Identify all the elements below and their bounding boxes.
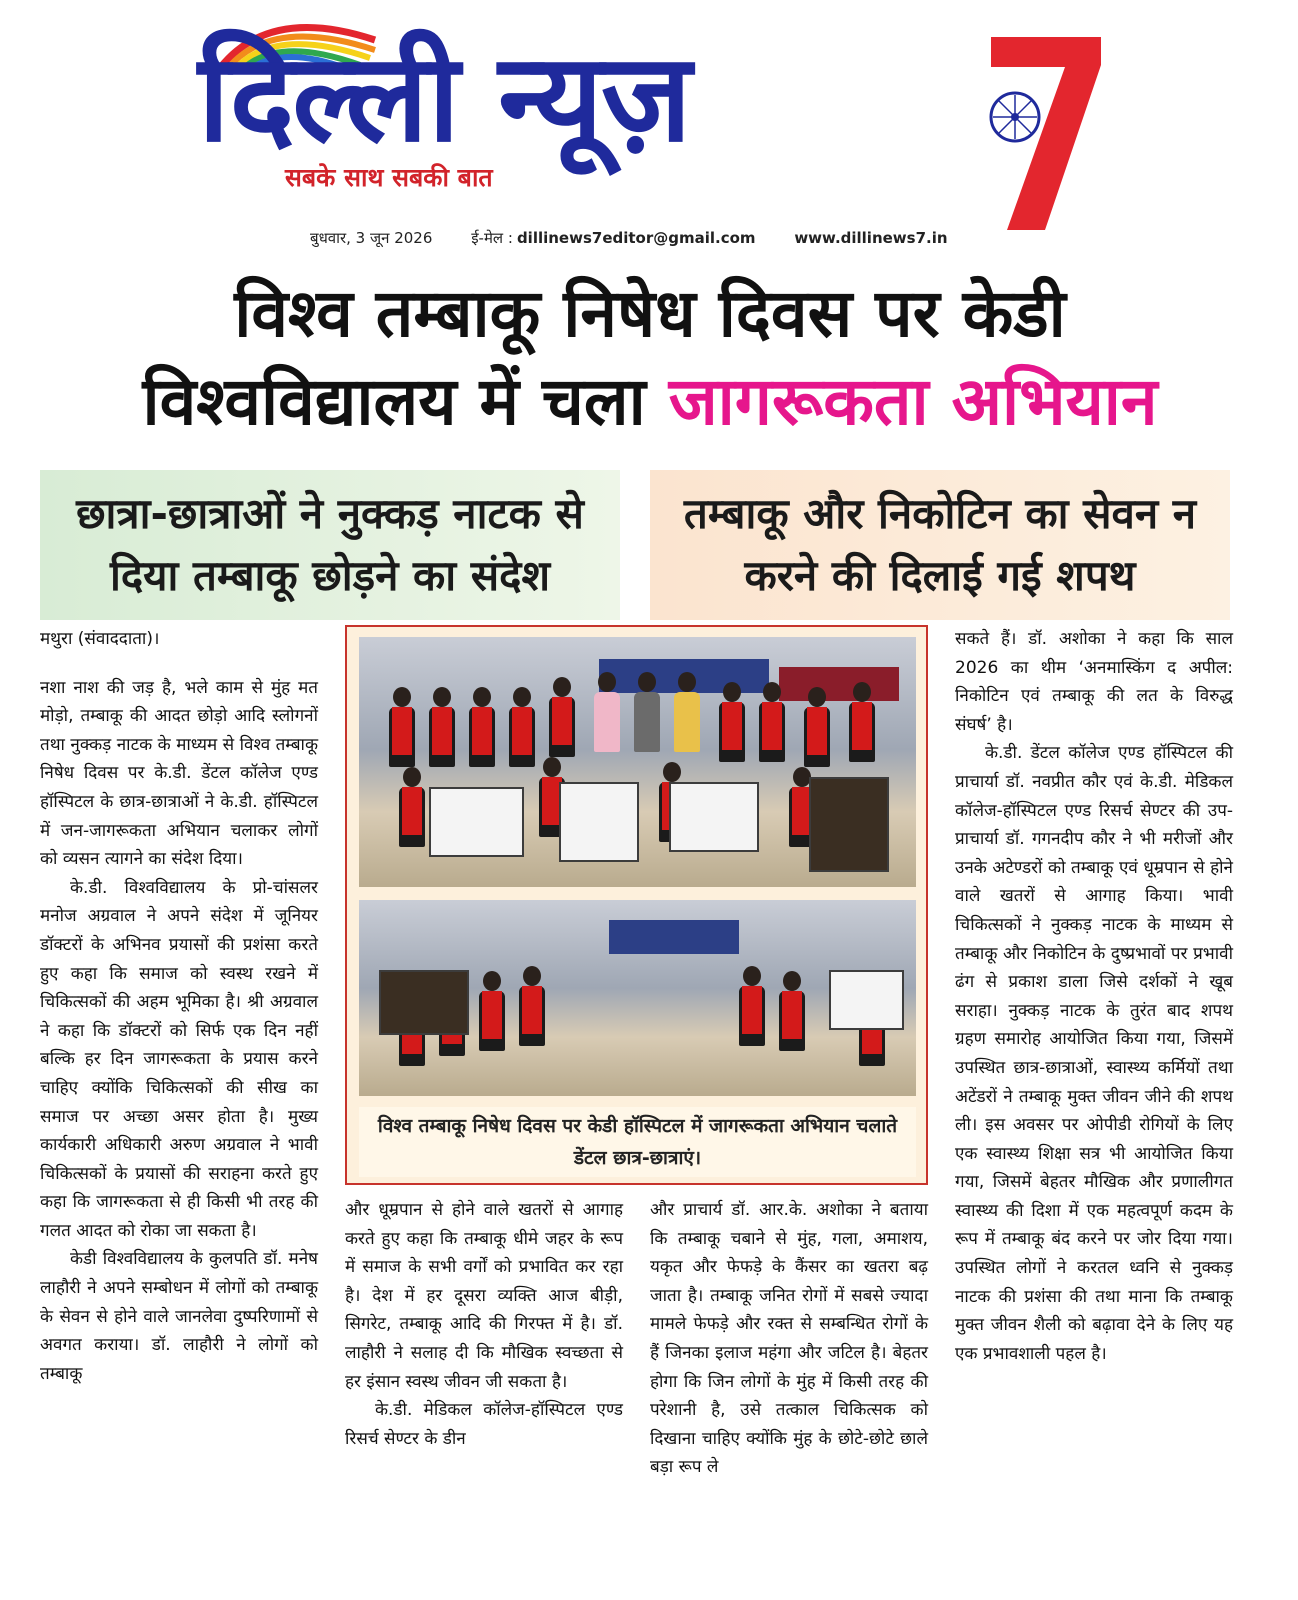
- article-paragraph: के.डी. डेंटल कॉलेज एण्ड हॉस्पिटल की प्राचार्या डॉ. नवप्रीत कौर एवं के.डी. मेडिकल कॉलेज-हॉस्पिटल एण्ड रिसर्च सेण्टर की उप-प्राचार्या डॉ. गगनदीप कौर ने भी मरीजों और उनके अटेण्डरों को तम्बाकू एवं धूम्रपान से होने वाले खतरों से आगाह किया। भावी चिकित्सकों ने नुक्कड़ नाटक के माध्यम से तम्बाकू और निकोटिन के दुष्प्रभावों पर प्रभावी ढंग से प्रकाश डाला जिसे दर्शकों ने खूब सराहा। नुक्कड़ नाटक के तुरंत बाद शपथ ग्रहण समारोह आयोजित किया गया, जिसमें उपस्थित छात्र-छात्राओं, स्वास्थ्य कर्मियों तथा अटेंडरों ने तम्बाकू मुक्त जीवन जीने की शपथ ली। इस अवसर पर ओपीडी रोगियों के लिए एक स्वास्थ्य शिक्षा सत्र भी आयोजित किया गया, जिसमें बेहतर मौखिक और प्रणालीगत स्वास्थ्य की दिशा में एक महत्वपूर्ण कदम के रूप में तम्बाकू बंद करने पर जोर दिया गया। उपस्थित लोगों ने करतल ध्वनि से नुक्कड़ नाटक की प्रशंसा की तथा माना कि तम्बाकू मुक्त जीवन शैली को बढ़ावा देने के लिए यह एक प्रभावशाली पहल है।: [955, 743, 1233, 1364]
- event-photo-group: [359, 637, 916, 887]
- person-figure: [634, 672, 660, 752]
- headline-line-2-pink: जागरूकता अभियान: [668, 363, 1158, 440]
- person-figure: [479, 971, 505, 1051]
- article-paragraph: और प्राचार्य डॉ. आर.के. अशोका ने बताया कि तम्बाकू चबाने से मुंह, गला, अमाशय, यकृत और फेफड़े के कैंसर का खतरा बढ़ जाता है। तम्बाकू जनित रोगों में सबसे ज्यादा मामले फेफड़े और रक्त से सम्बन्धित रोगों के हैं जिनका इलाज महंगा और जटिल है। बेहतर होगा कि जिन लोगों के मुंह में किसी तरह की परेशानी है, उसे तत्काल चिकित्सक को दिखाना चाहिए क्योंकि मुंह के छोटे-छोटे छाले बड़ा रूप ले: [650, 1200, 928, 1478]
- masthead-info-bar: [310, 228, 982, 248]
- person-figure: [389, 687, 415, 767]
- website-link[interactable]: www.dillinews7.in: [794, 229, 948, 247]
- article-paragraph: सकते हैं। डॉ. अशोका ने कहा कि साल 2026 का थीम ‘अनमास्किंग द अपील: निकोटिन एवं तम्बाकू की लत के विरुद्ध संघर्ष’ है।: [955, 629, 1233, 735]
- article-dateline: मथुरा (संवाददाता)।: [40, 629, 160, 649]
- person-figure: [779, 971, 805, 1051]
- email-label: ई-मेल :: [471, 229, 513, 247]
- article-paragraph: और धूम्रपान से होने वाले खतरों से आगाह करते हुए कहा कि तम्बाकू धीमे जहर के रूप में समाज के सभी वर्गों को प्रभावित कर रहा है। देश में हर दूसरा व्यक्ति आज बीड़ी, सिगरेट, तम्बाकू आदि की गिरफ्त में है। डॉ. लाहौरी ने सलाह दी कि मौखिक स्वच्छता से हर इंसान स्वस्थ जीवन जी सकता है।: [345, 1200, 623, 1392]
- masthead-tagline: सबके साथ सबकी बात: [285, 163, 493, 192]
- person-figure: [469, 687, 495, 767]
- person-figure: [509, 687, 535, 767]
- awareness-poster: [809, 777, 889, 872]
- headline-line-1: विश्व तम्बाकू निषेध दिवस पर केडी: [234, 275, 1066, 352]
- photo-banner: [609, 920, 739, 954]
- issue-date: बुधवार, 3 जून 2026: [310, 229, 433, 247]
- article-column-3: [650, 1196, 928, 1482]
- photo-caption: विश्व तम्बाकू निषेध दिवस पर केडी हॉस्पिटल में जागरूकता अभियान चलाते डेंटल छात्र-छात्राएं।: [359, 1107, 916, 1177]
- person-figure: [429, 687, 455, 767]
- person-figure: [674, 672, 700, 752]
- article-paragraph: के.डी. मेडिकल कॉलेज-हॉस्पिटल एण्ड रिसर्च सेण्टर के डीन: [345, 1400, 623, 1449]
- person-figure: [739, 966, 765, 1046]
- person-figure: [519, 966, 545, 1046]
- person-figure: [549, 677, 575, 757]
- person-figure: [849, 682, 875, 762]
- subheadline-left: छात्रा-छात्राओं ने नुक्कड़ नाटक से दिया तम्बाकू छोड़ने का संदेश: [40, 470, 620, 620]
- event-photo-street-play: [359, 900, 916, 1096]
- person-figure: [804, 687, 830, 767]
- article-paragraph: नशा नाश की जड़ है, भले काम से मुंह मत मोड़ो, तम्बाकू की आदत छोड़ो आदि स्लोगनों तथा नुक्कड़ नाटक के माध्यम से विश्व तम्बाकू निषेध दिवस पर के.डी. डेंटल कॉलेज एण्ड हॉस्पिटल के छात्र-छात्राओं ने के.डी. हॉस्पिटल में जन-जागरूकता अभियान चलाकर लोगों को व्यसन त्यागने का संदेश दिया।: [40, 677, 318, 870]
- article-paragraph: केडी विश्वविद्यालय के कुलपति डॉ. मनेष लाहौरी ने अपने सम्बोधन में लोगों को तम्बाकू के सेवन से होने वाले जानलेवा दुष्परिणामों से अवगत कराया। डॉ. लाहौरी ने लोगों को तम्बाकू: [40, 1249, 318, 1384]
- masthead: [0, 0, 1298, 265]
- email-link[interactable]: dillinews7editor@gmail.com: [516, 229, 756, 247]
- article-column-2: [345, 1196, 623, 1453]
- person-figure: [759, 682, 785, 762]
- subheadline-right: तम्बाकू और निकोटिन का सेवन न करने की दिलाई गई शपथ: [650, 470, 1230, 620]
- awareness-poster: [559, 782, 639, 862]
- article-column-4: [955, 625, 1233, 1368]
- svg-text:7: 7: [1045, 155, 1046, 156]
- awareness-poster: [379, 970, 469, 1035]
- article-column-1: [40, 625, 318, 1388]
- article-paragraph: के.डी. विश्वविद्यालय के प्रो-चांसलर मनोज अग्रवाल ने अपने संदेश में जूनियर डॉक्टरों के अभिनव प्रयासों की प्रशंसा करते हुए कहा कि समाज को स्वस्थ रखने में चिकित्सकों की अहम भूमिका है। श्री अग्रवाल ने कहा कि डॉक्टरों को सिर्फ एक दिन नहीं बल्कि हर दिन जागरूकता के प्रयास करने चाहिए क्योंकि चिकित्सकों की सीख का समाज पर अच्छा असर होता है। मुख्य कार्यकारी अधिकारी अरुण अग्रवाल ने भावी चिकित्सकों के प्रयासों की सराहना करते हुए कहा कि जागरूकता से ही किसी भी तरह की गलत आदत को रोका जा सकता है।: [40, 877, 318, 1241]
- person-figure: [719, 682, 745, 762]
- awareness-poster: [669, 782, 759, 852]
- awareness-poster: [429, 787, 524, 857]
- person-figure: [399, 767, 425, 847]
- photo-box: [345, 625, 928, 1185]
- headline-line-2: [30, 358, 1270, 446]
- newspaper-logo-text: दिल्ली न्यूज़: [198, 27, 690, 169]
- logo-number-seven: [985, 25, 1105, 235]
- main-headline: [30, 270, 1270, 446]
- photo-banner: [779, 667, 899, 701]
- headline-line-2-black: विश्वविद्यालय में चला: [142, 363, 646, 440]
- awareness-poster: [829, 970, 904, 1030]
- person-figure: [594, 672, 620, 752]
